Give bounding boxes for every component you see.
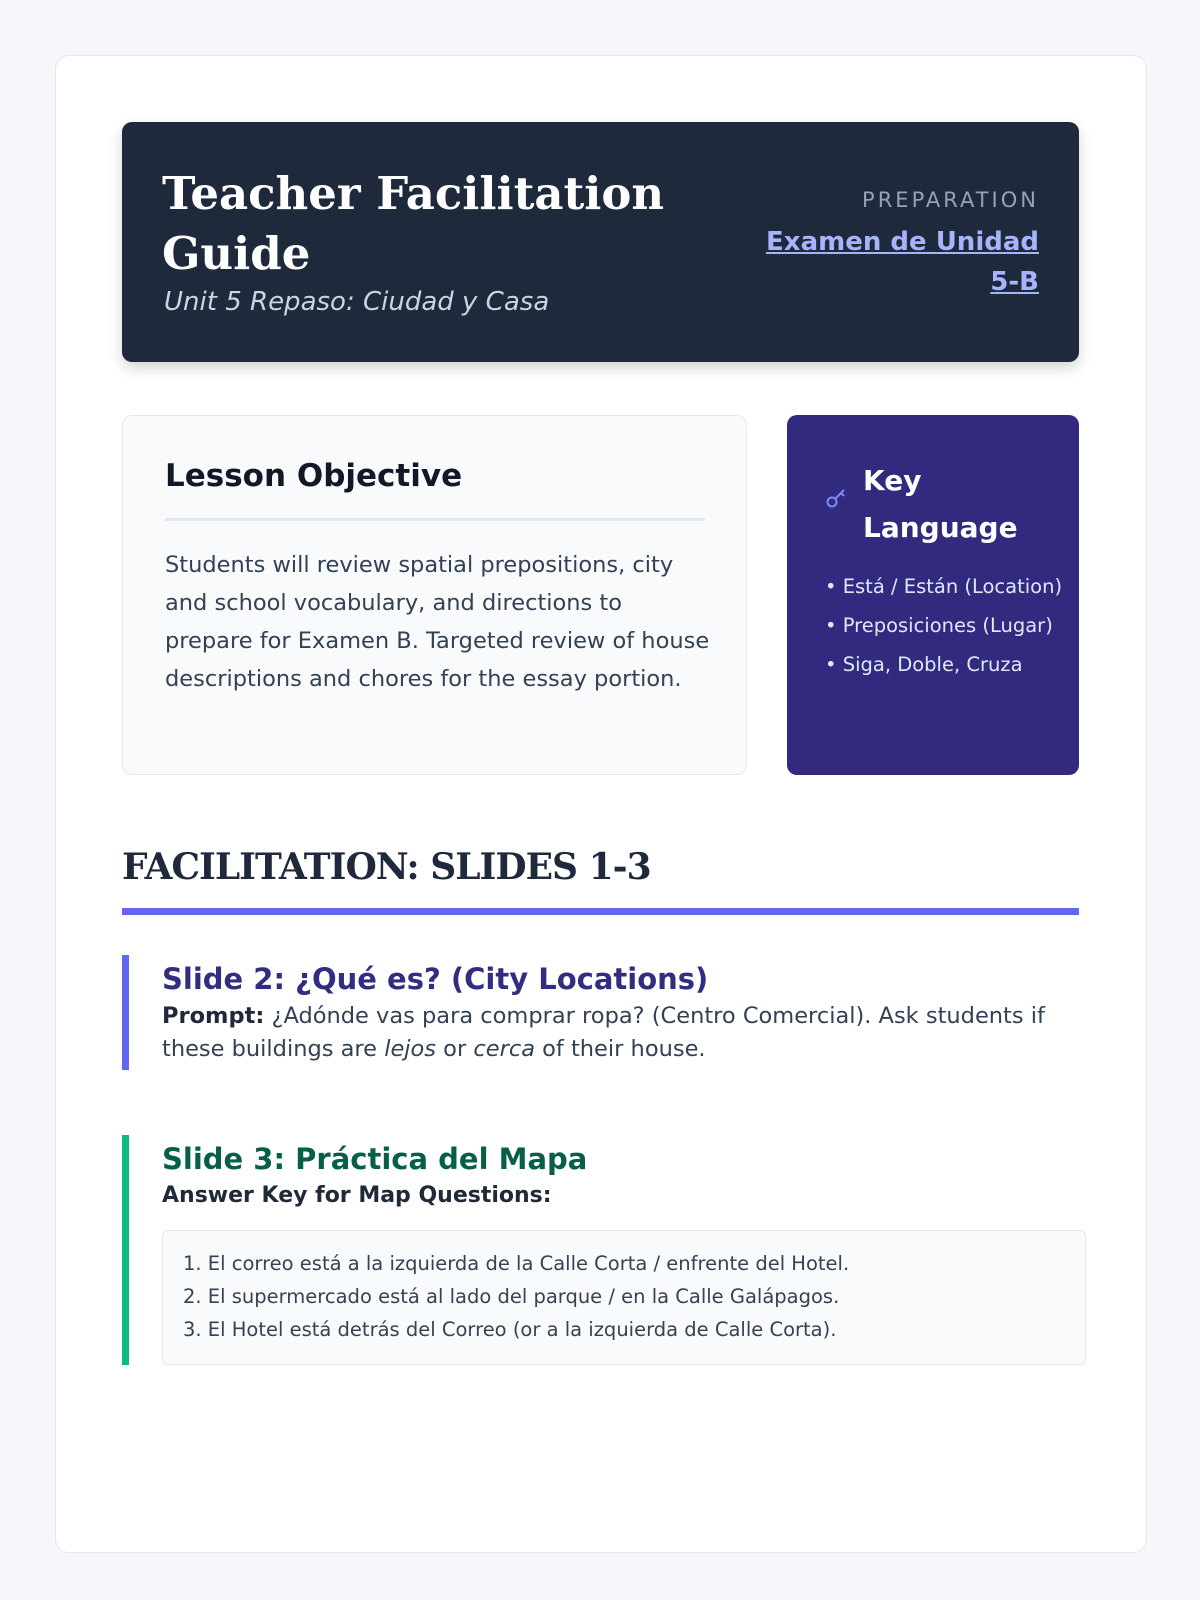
lesson-objective-title: Lesson Objective [165, 458, 463, 494]
answer-key-label: Answer Key for Map Questions: [162, 1183, 552, 1208]
prompt-text-end: of their house. [534, 1036, 706, 1062]
preparation-label: PREPARATION [862, 188, 1039, 212]
prompt-text: ¿Adónde vas para comprar ropa? (Centro Comercial). Ask students if these buildings are [162, 1003, 1045, 1062]
facilitation-section-title: FACILITATION: SLIDES 1-3 [122, 846, 651, 888]
lesson-objective-card [122, 415, 747, 775]
slide-3-heading: Slide 3: Práctica del Mapa [162, 1142, 588, 1176]
key-language-item: • Preposiciones (Lugar) [825, 614, 1053, 637]
slide-2-heading: Slide 2: ¿Qué es? (City Locations) [162, 962, 709, 996]
key-language-title: Key Language [863, 464, 1018, 544]
objective-divider [165, 518, 705, 521]
lejos-term: lejos [384, 1036, 437, 1062]
key-language-list [825, 573, 1065, 690]
key-language-card [787, 415, 1079, 775]
or-text: or [436, 1036, 474, 1062]
slide-2-prompt [162, 1000, 1079, 1066]
answer-item: 1. El correo está a la izquierda de la Calle Corta / enfrente del Hotel. [183, 1252, 850, 1275]
answer-item: 2. El supermercado está al lado del parque / en la Calle Galápagos. [183, 1285, 840, 1308]
cerca-term: cerca [473, 1036, 535, 1062]
page-title: Teacher Facilitation Guide [162, 167, 665, 280]
slide-2-block [122, 955, 1079, 1070]
slide-3-block [122, 1135, 1079, 1365]
lesson-objective-text: Students will review spatial prepositions, city and school vocabulary, and directions to prepare for Examen B. Targeted review of house descriptions and chores for the essay portion. [165, 552, 710, 692]
prompt-label: Prompt: [162, 1003, 265, 1029]
answer-key-box [162, 1230, 1086, 1365]
header-banner [122, 122, 1079, 362]
answer-key-list [183, 1247, 1065, 1346]
exam-link[interactable]: Examen de Unidad 5-B [766, 227, 1039, 297]
key-icon [825, 487, 849, 511]
key-language-item: • Siga, Doble, Cruza [825, 653, 1023, 676]
key-language-item: • Está / Están (Location) [825, 575, 1063, 598]
page-subtitle: Unit 5 Repaso: Ciudad y Casa [164, 287, 550, 317]
section-divider [122, 908, 1079, 915]
answer-item: 3. El Hotel está detrás del Correo (or a la izquierda de Calle Corta). [183, 1318, 837, 1341]
